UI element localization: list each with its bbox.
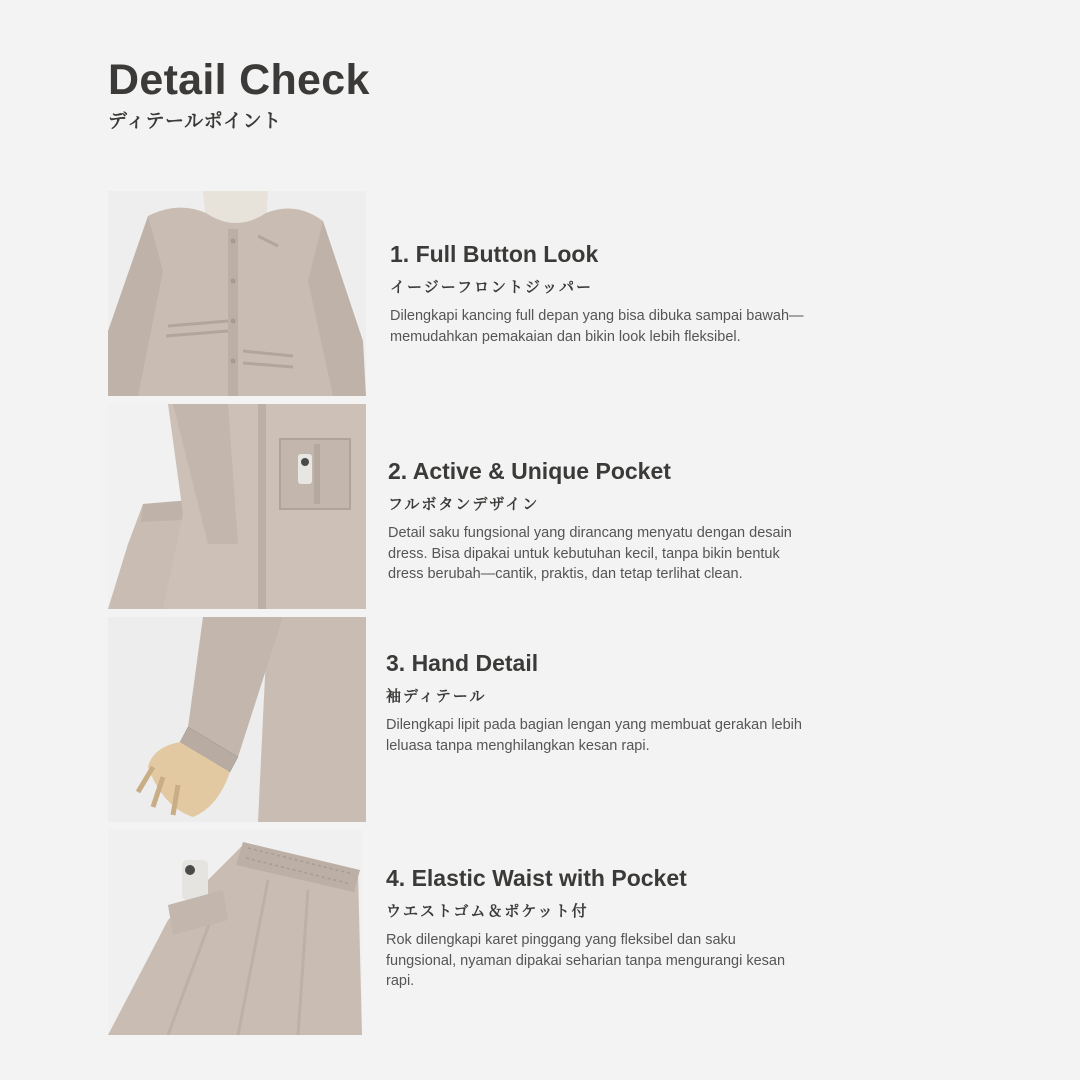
detail-item-3 bbox=[386, 649, 806, 756]
detail-title: 4. Elastic Waist with Pocket bbox=[386, 865, 687, 891]
detail-item-1 bbox=[390, 240, 810, 347]
detail-subtitle-jp: フルボタンデザイン bbox=[388, 495, 540, 513]
detail-title: 3. Hand Detail bbox=[386, 650, 539, 676]
dress-front-buttons-photo bbox=[108, 191, 366, 396]
detail-description: Rok dilengkapi karet pinggang yang fleksibel dan saku fungsional, nyaman dipakai seharian tanpa mengurangi kesan rapi. bbox=[386, 932, 786, 989]
detail-item-2 bbox=[388, 457, 808, 585]
detail-title: 2. Active & Unique Pocket bbox=[388, 458, 671, 484]
detail-subtitle-jp: イージーフロントジッパー bbox=[390, 278, 593, 296]
page-subtitle-jp: ディテールポイント bbox=[108, 110, 282, 132]
detail-description: Dilengkapi kancing full depan yang bisa dibuka sampai bawah—memudahkan pemakaian dan bikin look lebih fleksibel. bbox=[390, 308, 804, 345]
detail-description: Dilengkapi lipit pada bagian lengan yang membuat gerakan lebih leluasa tanpa menghilangkan kesan rapi. bbox=[386, 717, 802, 754]
dress-pocket-photo bbox=[108, 404, 366, 609]
page-header bbox=[108, 56, 370, 133]
page-title: Detail Check bbox=[108, 56, 370, 104]
sleeve-cuff-photo bbox=[108, 617, 366, 822]
detail-title: 1. Full Button Look bbox=[390, 241, 599, 267]
skirt-elastic-waist-photo bbox=[108, 830, 362, 1035]
detail-subtitle-jp: ウエストゴム＆ポケット付 bbox=[386, 902, 589, 920]
detail-subtitle-jp: 袖ディテール bbox=[386, 687, 487, 705]
detail-item-4 bbox=[386, 864, 806, 992]
detail-description: Detail saku fungsional yang dirancang menyatu dengan desain dress. Bisa dipakai untuk kebutuhan kecil, tanpa bikin bentuk dress berubah—cantik, praktis, dan tetap terlihat clean. bbox=[388, 525, 792, 582]
